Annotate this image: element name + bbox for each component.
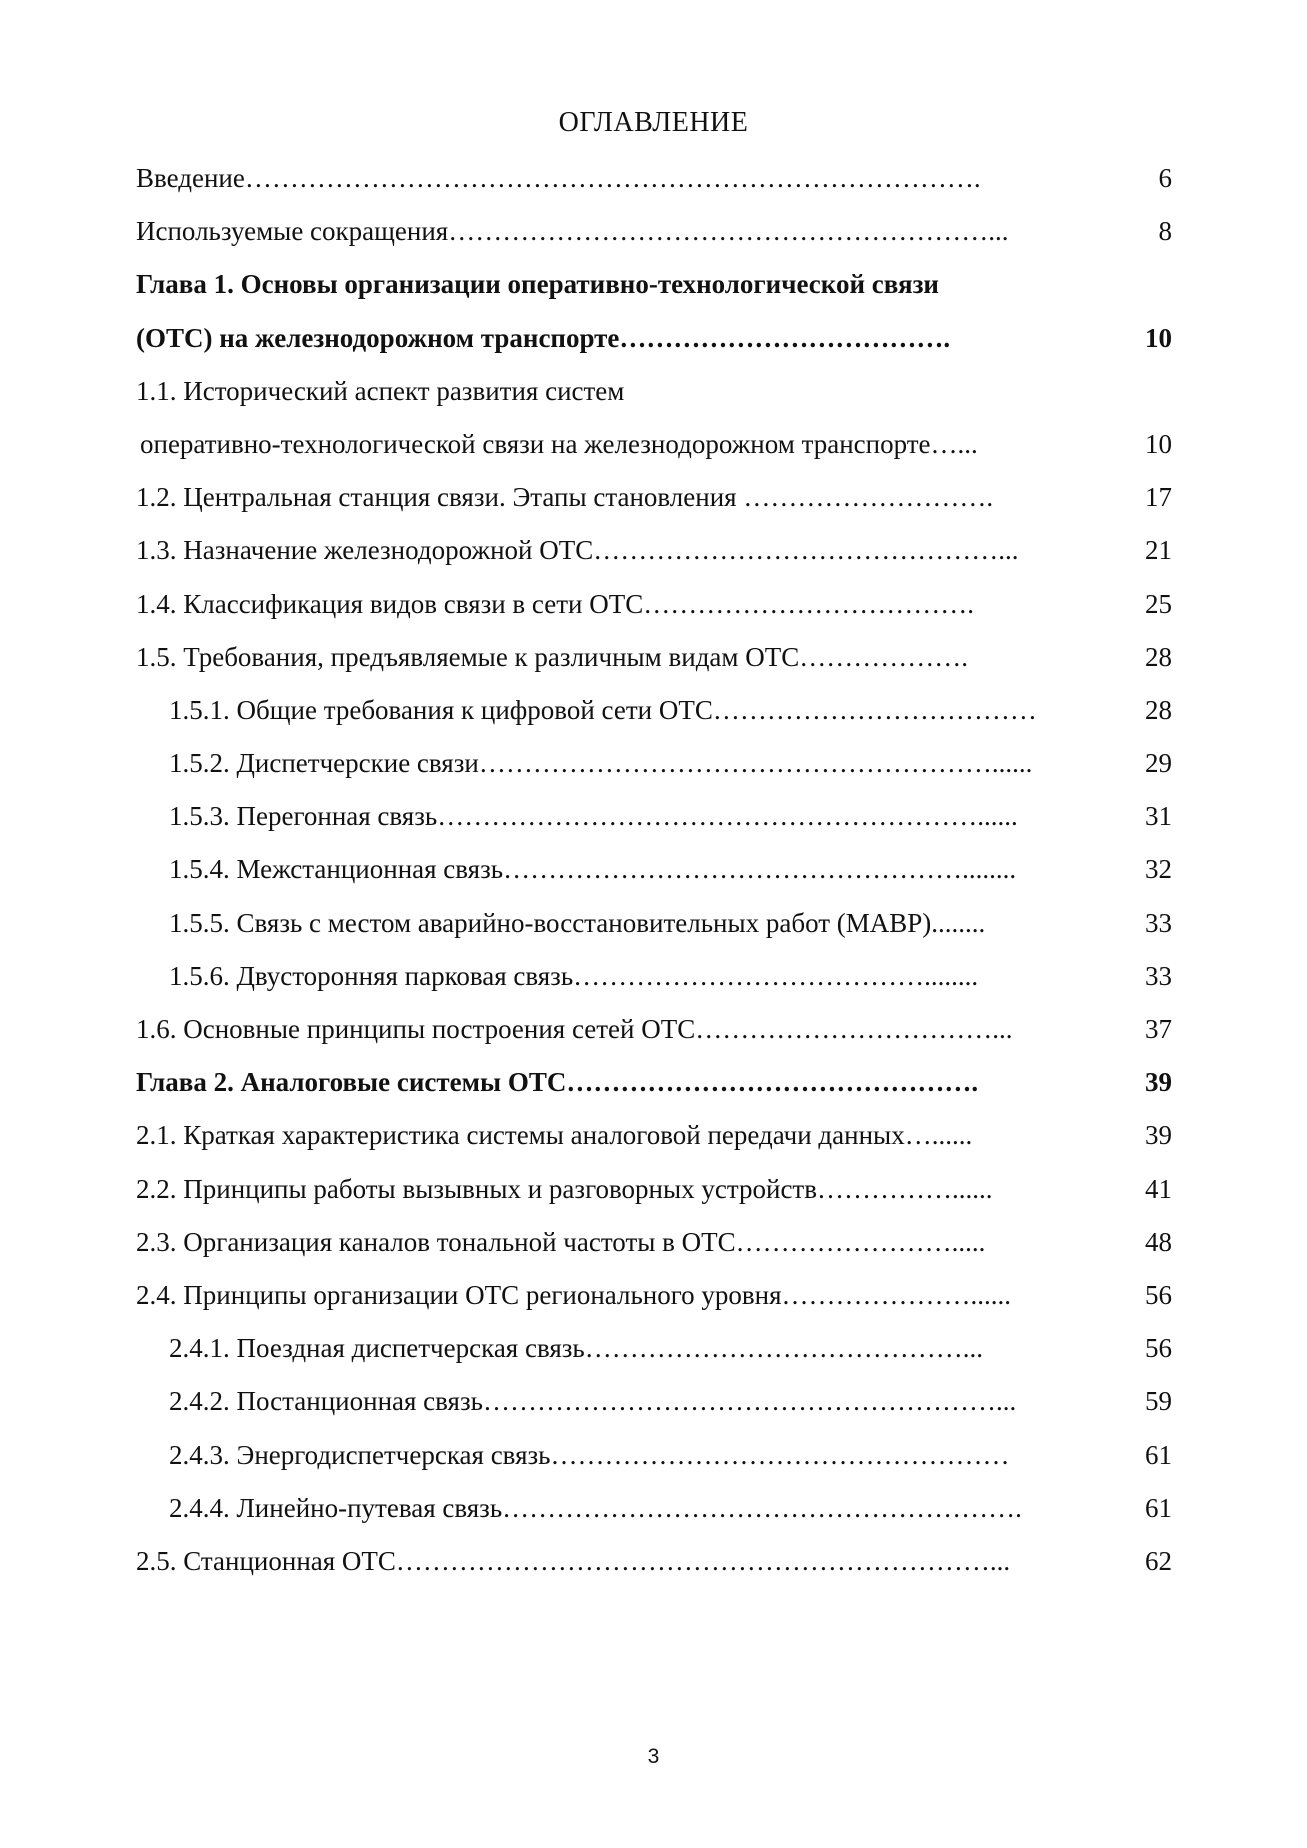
toc-entry-page: 61 bbox=[1145, 1492, 1172, 1523]
toc-entry-1-4[interactable] bbox=[136, 578, 1172, 631]
toc-entry-text: 2.1. Краткая характеристика системы аналоговой передачи данных…...... bbox=[136, 1120, 973, 1151]
toc-entry-chapter-1-cont[interactable] bbox=[136, 312, 1172, 365]
toc-entry-text: 1.2. Центральная станция связи. Этапы становления ………………………. bbox=[136, 482, 994, 513]
toc-entry-2-4-2[interactable] bbox=[136, 1375, 1172, 1428]
toc-entry-page: 59 bbox=[1145, 1386, 1172, 1417]
toc-entry-page: 6 bbox=[1158, 163, 1172, 193]
toc-entry-1-5-4[interactable] bbox=[136, 843, 1172, 896]
toc-entry-2-5[interactable] bbox=[136, 1535, 1172, 1588]
toc-entry-text: 2.4.4. Линейно-путевая связь…………………………………………………. bbox=[169, 1492, 1022, 1523]
toc-entry-text: 1.5.6. Двусторонняя парковая связь…………………………………........ bbox=[169, 960, 979, 991]
toc-entry-text: Используемые сокращения……………………………………………………... bbox=[136, 216, 1009, 247]
table-of-contents bbox=[136, 152, 1172, 1588]
toc-entry-page: 39 bbox=[1145, 1067, 1172, 1098]
toc-entry-page: 31 bbox=[1145, 801, 1172, 832]
toc-entry-page: 48 bbox=[1145, 1226, 1172, 1257]
toc-entry-page: 62 bbox=[1145, 1545, 1172, 1576]
toc-entry-abbreviations[interactable] bbox=[136, 205, 1172, 258]
toc-entry-page: 21 bbox=[1145, 535, 1172, 566]
toc-entry-page: 33 bbox=[1145, 960, 1172, 991]
page-title: ОГЛАВЛЕНИЕ bbox=[558, 107, 749, 138]
toc-entry-2-3[interactable] bbox=[136, 1216, 1172, 1269]
toc-entry-1-5-2[interactable] bbox=[136, 737, 1172, 790]
toc-entry-page: 56 bbox=[1145, 1279, 1172, 1310]
toc-entry-page: 33 bbox=[1145, 907, 1172, 938]
toc-entry-2-2[interactable] bbox=[136, 1163, 1172, 1216]
toc-entry-text: Введение………………………………………………………………………. bbox=[136, 163, 981, 193]
toc-entry-text: оперативно-технологической связи на железнодорожном транспорте…... bbox=[140, 428, 978, 459]
toc-entry-text: 1.5.1. Общие требования к цифровой сети ОТС……………………………… bbox=[169, 694, 1037, 725]
toc-entry-text: 2.4. Принципы организации ОТС регионального уровня…………………...... bbox=[136, 1279, 1012, 1310]
toc-entry-chapter-1[interactable] bbox=[136, 258, 1172, 311]
toc-entry-text: 2.3. Организация каналов тональной частоты в ОТС……………………..... bbox=[136, 1226, 986, 1257]
page-number: 3 bbox=[647, 1745, 660, 1768]
toc-entry-page: 25 bbox=[1145, 588, 1172, 619]
toc-entry-page: 17 bbox=[1145, 482, 1172, 513]
toc-entry-1-1[interactable] bbox=[136, 365, 1172, 418]
toc-entry-text: 1.5.3. Перегонная связь……………………………………………………...... bbox=[169, 801, 1018, 832]
toc-entry-page: 8 bbox=[1158, 216, 1172, 247]
toc-entry-text: 1.5.5. Связь с местом аварийно-восстановительных работ (МАВР)........ bbox=[169, 907, 986, 938]
toc-entry-1-5-3[interactable] bbox=[136, 790, 1172, 843]
toc-entry-text: 2.4.1. Поездная диспетчерская связь……………………………………... bbox=[169, 1333, 983, 1364]
toc-entry-2-4[interactable] bbox=[136, 1269, 1172, 1322]
toc-entry-chapter-2[interactable] bbox=[136, 1056, 1172, 1109]
toc-entry-2-4-3[interactable] bbox=[136, 1429, 1172, 1482]
toc-entry-text: 1.1. Исторический аспект развития систем bbox=[136, 375, 625, 406]
toc-entry-2-1[interactable] bbox=[136, 1109, 1172, 1162]
toc-entry-1-2[interactable] bbox=[136, 471, 1172, 524]
toc-entry-introduction[interactable] bbox=[136, 152, 1172, 205]
toc-entry-text: 2.4.2. Постанционная связь…………………………………………………... bbox=[169, 1386, 1017, 1417]
toc-entry-text: 1.6. Основные принципы построения сетей ОТС……………………………... bbox=[136, 1014, 1013, 1044]
toc-entry-text: 2.2. Принципы работы вызывных и разговорных устройств……………...... bbox=[136, 1173, 993, 1204]
toc-entry-text: Глава 1. Основы организации оперативно-технологической связи bbox=[136, 269, 939, 300]
toc-entry-page: 56 bbox=[1145, 1333, 1172, 1364]
toc-entry-1-6[interactable] bbox=[136, 1003, 1172, 1056]
toc-entry-page: 10 bbox=[1145, 428, 1172, 459]
toc-entry-text: 1.5.4. Межстанционная связь……………………………………………........ bbox=[169, 854, 1017, 885]
toc-entry-text: 1.5.2. Диспетчерские связи…………………………………………………...... bbox=[169, 748, 1033, 779]
toc-entry-text: 1.5. Требования, предъявляемые к различным видам ОТС………………. bbox=[136, 641, 969, 672]
toc-entry-page: 39 bbox=[1145, 1120, 1172, 1151]
toc-entry-page: 29 bbox=[1145, 748, 1172, 779]
toc-entry-page: 32 bbox=[1145, 854, 1172, 885]
toc-entry-text: 1.4. Классификация видов связи в сети ОТС………………………………. bbox=[136, 588, 974, 619]
toc-entry-2-4-1[interactable] bbox=[136, 1322, 1172, 1375]
toc-entry-text: 2.5. Станционная ОТС…………………………………………………………... bbox=[136, 1545, 1011, 1576]
toc-entry-2-4-4[interactable] bbox=[136, 1482, 1172, 1535]
toc-entry-text: 1.3. Назначение железнодорожной ОТС………………………………………... bbox=[136, 535, 1019, 566]
toc-entry-text: (ОТС) на железнодорожном транспорте………………………………. bbox=[136, 322, 951, 353]
toc-entry-page: 37 bbox=[1145, 1014, 1172, 1044]
toc-entry-1-5[interactable] bbox=[136, 631, 1172, 684]
toc-entry-text: Глава 2. Аналоговые системы ОТС………………………………………. bbox=[136, 1067, 979, 1098]
toc-entry-page: 41 bbox=[1145, 1173, 1172, 1204]
toc-entry-1-1-cont[interactable] bbox=[136, 418, 1172, 471]
toc-entry-1-5-5[interactable] bbox=[136, 897, 1172, 950]
toc-entry-page: 61 bbox=[1145, 1439, 1172, 1470]
toc-entry-page: 28 bbox=[1145, 641, 1172, 672]
toc-entry-page: 28 bbox=[1145, 694, 1172, 725]
toc-entry-text: 2.4.3. Энергодиспетчерская связь…………………………………………… bbox=[169, 1439, 1010, 1470]
toc-entry-1-5-6[interactable] bbox=[136, 950, 1172, 1003]
toc-entry-1-3[interactable] bbox=[136, 524, 1172, 577]
toc-entry-page: 10 bbox=[1145, 322, 1172, 353]
toc-entry-1-5-1[interactable] bbox=[136, 684, 1172, 737]
